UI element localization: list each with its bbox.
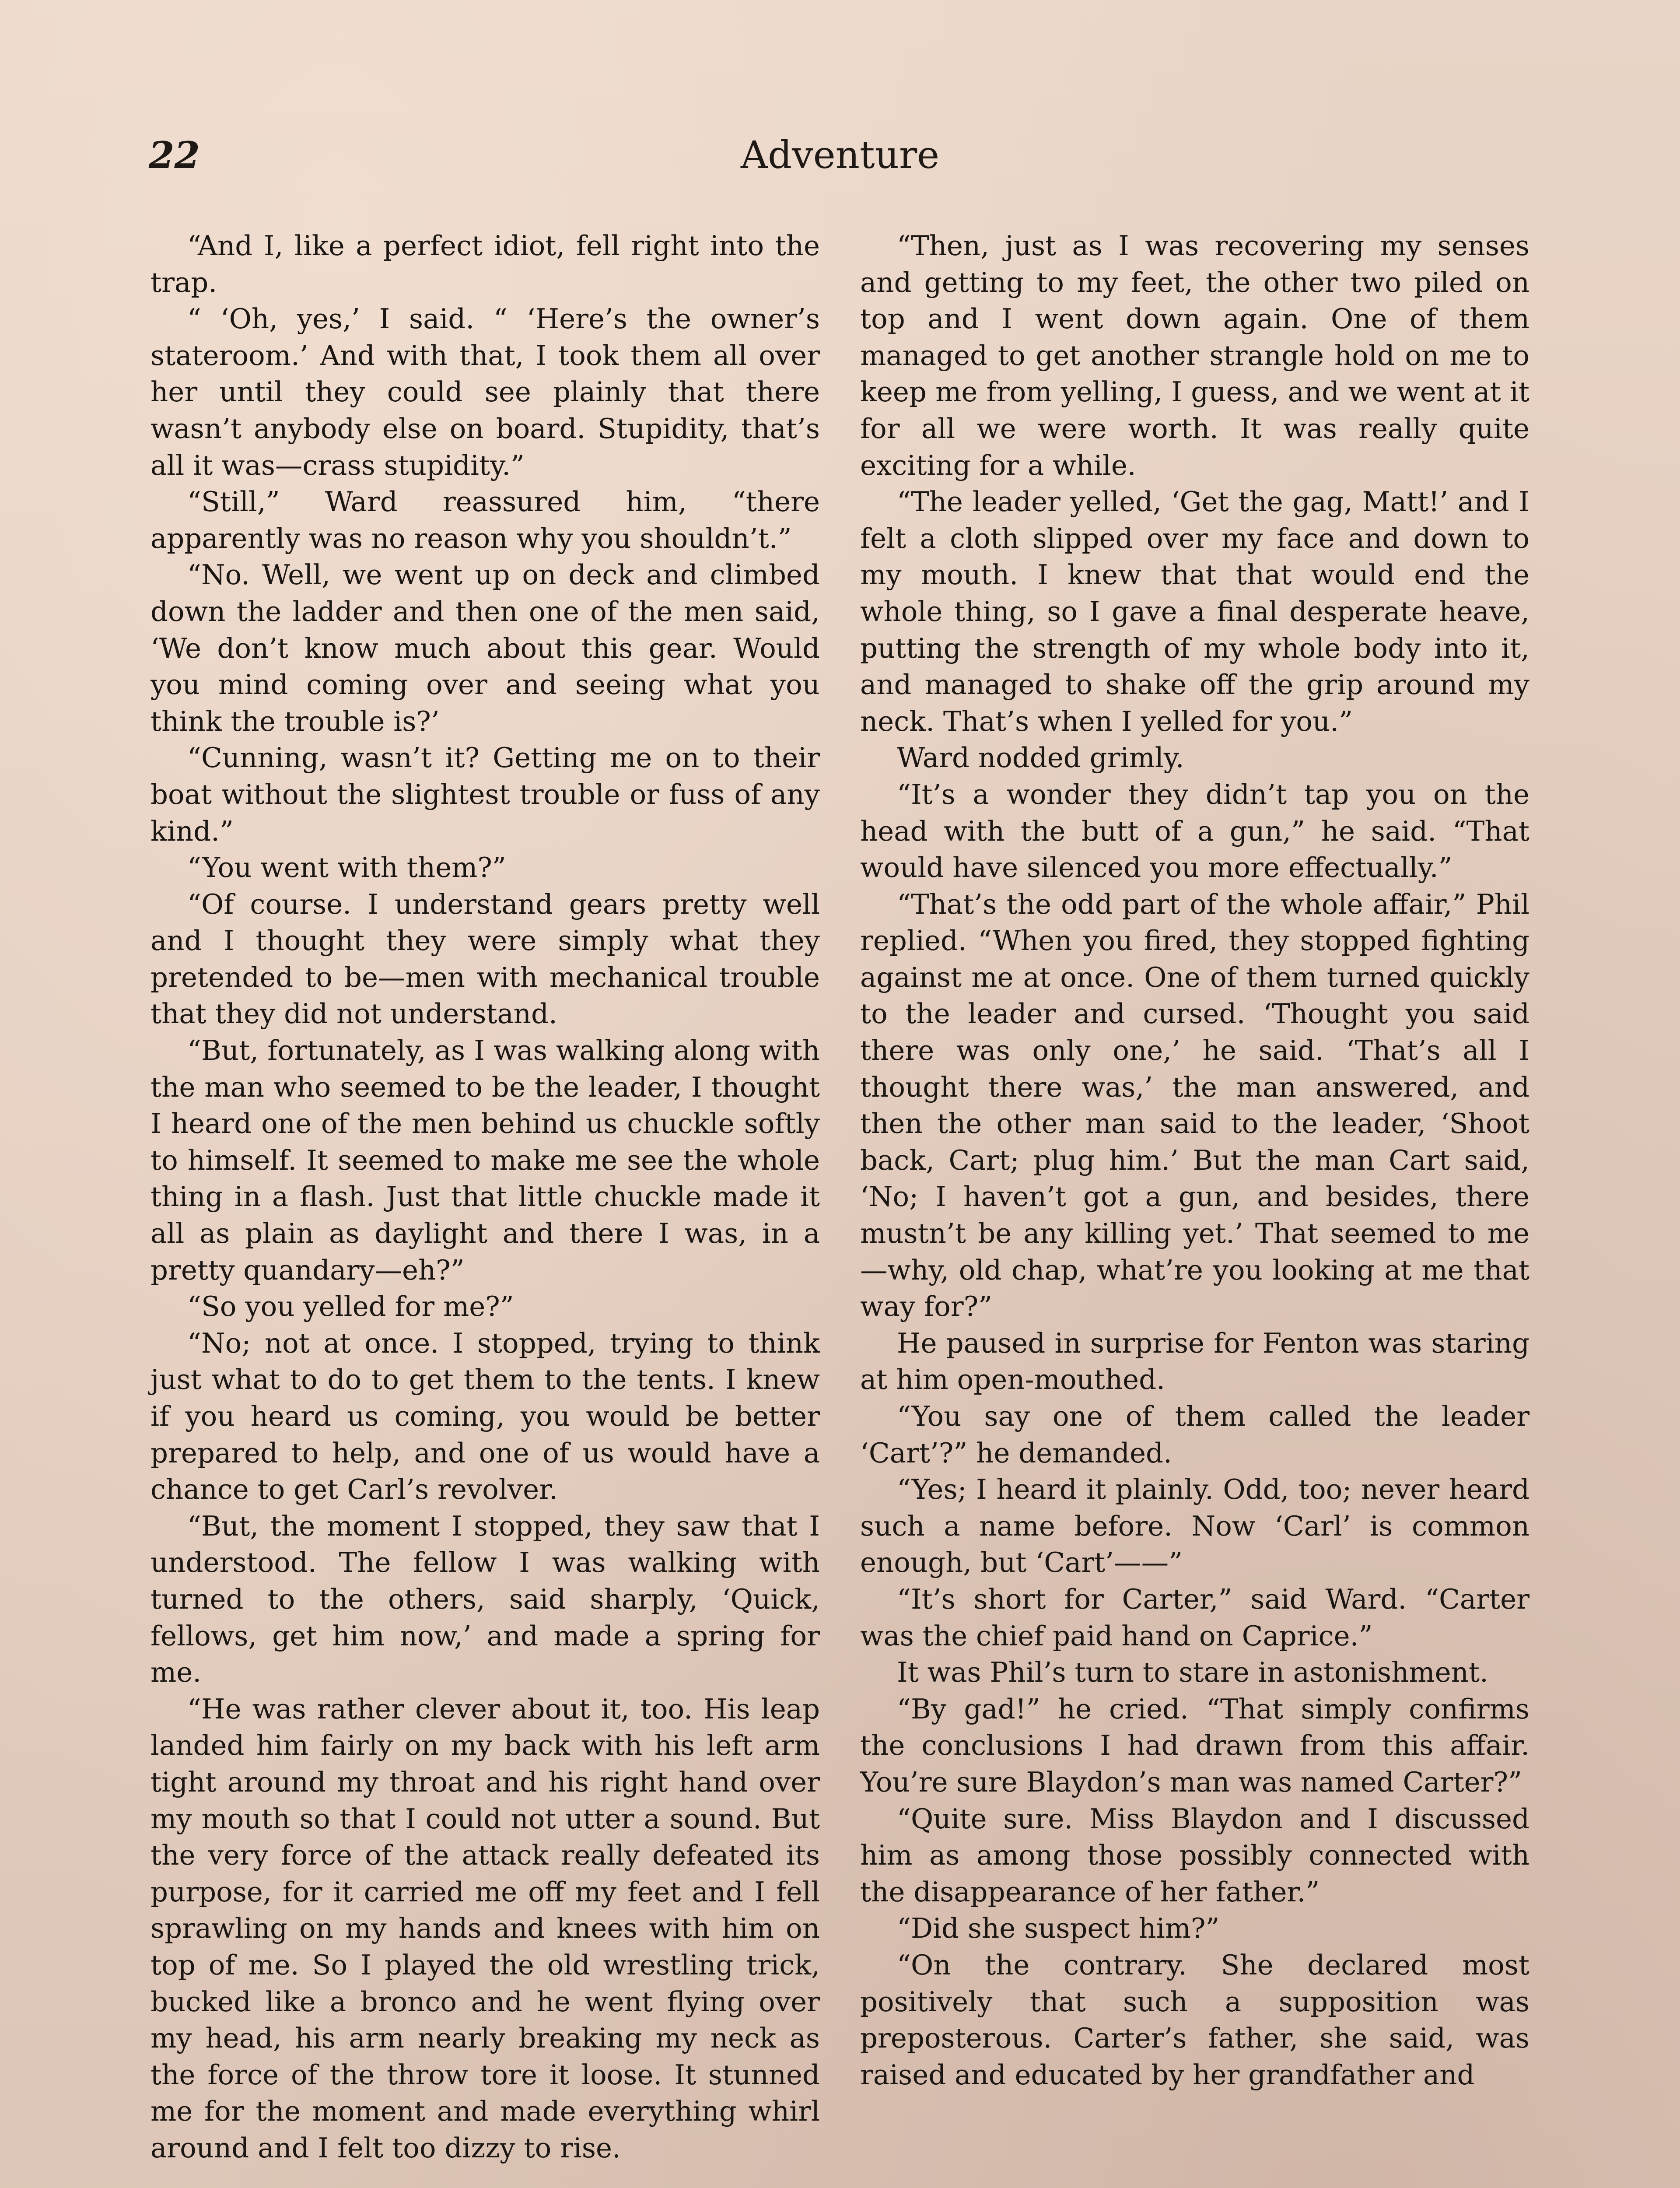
paragraph: “That’s the odd part of the whole affair,” Phil replied. “When you fired, they stopped fighting against me at once. One of them turned quickly to the leader and cursed. ‘Thought you said there was only one,’ he said. ‘That’s all I thought there was,’ the man answered, and then the other man said to the leader, ‘Shoot back, Cart; plug him.’ But the man Cart said, ‘No; I haven’t got a gun, and besides, there mustn’t be any killing yet.’ That seemed to me—why, old chap, what’re you looking at me that way for?” [860, 888, 1530, 1323]
paragraph: “Yes; I heard it plainly. Odd, too; never heard such a name before. Now ‘Carl’ is common enough, but ‘Cart’——” [860, 1473, 1530, 1579]
right-column [860, 228, 1530, 2093]
paragraph: “ ‘Oh, yes,’ I said. “ ‘Here’s the owner’s stateroom.’ And with that, I took them all over her until they could see plainly that there wasn’t anybody else on board. Stupidity, that’s all it was—crass stupidity.” [150, 303, 820, 481]
page-number: 22 [149, 133, 200, 177]
paragraph: “It’s a wonder they didn’t tap you on the head with the butt of a gun,” he said. “That would have silenced you more effectually.” [860, 778, 1530, 884]
paragraph: “Quite sure. Miss Blaydon and I discussed him as among those possibly connected with the disappearance of her father.” [860, 1802, 1530, 1908]
page-header [149, 131, 1531, 193]
magazine-title: Adventure [741, 133, 939, 177]
paragraph: “It’s short for Carter,” said Ward. “Carter was the chief paid hand on Caprice.” [860, 1583, 1530, 1652]
paragraph: Ward nodded grimly. [897, 742, 1184, 774]
paragraph: “You went with them?” [187, 852, 506, 884]
paragraph: “No. Well, we went up on deck and climbed down the ladder and then one of the men said, ‘We don’t know much about this gear. Would you mind coming over and seeing what you think the trouble is?’ [150, 559, 820, 737]
paragraph: “But, the moment I stopped, they saw that I understood. The fellow I was walking with turned to the others, said sharply, ‘Quick, fellows, get him now,’ and made a spring for me. [150, 1510, 820, 1689]
paragraph: “And I, like a perfect idiot, fell right into the trap. [150, 230, 820, 298]
paragraph: “Did she suspect him?” [897, 1912, 1220, 1945]
paragraph: He paused in surprise for Fenton was staring at him open-mouthed. [860, 1327, 1530, 1396]
paragraph: “The leader yelled, ‘Get the gag, Matt!’ and I felt a cloth slipped over my face and down to my mouth. I knew that that would end the whole thing, so I gave a final desperate heave, putting the strength of my whole body into it, and managed to shake off the grip around my neck. That’s when I yelled for you.” [860, 486, 1530, 737]
paragraph: “You say one of them called the leader ‘Cart’?” he demanded. [860, 1400, 1530, 1469]
paragraph: “By gad!” he cried. “That simply confirms the conclusions I had drawn from this affair. You’re sure Blaydon’s man was named Carter?” [860, 1693, 1530, 1798]
paragraph: “Still,” Ward reassured him, “there apparently was no reason why you shouldn’t.” [150, 486, 820, 554]
left-column [150, 228, 820, 2166]
paragraph: “So you yelled for me?” [187, 1290, 514, 1323]
paragraph: “But, fortunately, as I was walking along with the man who seemed to be the leader, I thought I heard one of the men behind us chuckle softly to himself. It seemed to make me see the whole thing in a flash. Just that little chuckle made it all as plain as daylight and there I was, in a pretty quandary—eh?” [150, 1034, 820, 1286]
paragraph: “Cunning, wasn’t it? Getting me on to their boat without the slightest trouble or fuss of any kind.” [150, 742, 820, 847]
paragraph: “He was rather clever about it, too. His leap landed him fairly on my back with his left arm tight around my throat and his right hand over my mouth so that I could not utter a sound. But the very force of the attack really defeated its purpose, for it carried me off my feet and I fell sprawling on my hands and knees with him on top of me. So I played the old wrestling trick, bucked like a bronco and he went flying over my head, his arm nearly breaking my neck as the force of the throw tore it loose. It stunned me for the moment and made everything whirl around and I felt too dizzy to rise. [150, 1693, 820, 2164]
paragraph: “Of course. I understand gears pretty well and I thought they were simply what they pretended to be—men with mechanical trouble that they did not understand. [150, 888, 820, 1030]
paragraph: “On the contrary. She declared most positively that such a supposition was preposterous. Carter’s father, she said, was raised and educated by her grandfather and [860, 1949, 1530, 2091]
paragraph: It was Phil’s turn to stare in astonishment. [897, 1656, 1488, 1689]
paragraph: “Then, just as I was recovering my senses and getting to my feet, the other two piled on top and I went down again. One of them managed to get another strangle hold on me to keep me from yelling, I guess, and we went at it for all we were worth. It was really quite exciting for a while. [860, 230, 1530, 481]
paragraph: “No; not at once. I stopped, trying to think just what to do to get them to the tents. I knew if you heard us coming, you would be better prepared to help, and one of us would have a chance to get Carl’s revolver. [150, 1327, 820, 1506]
